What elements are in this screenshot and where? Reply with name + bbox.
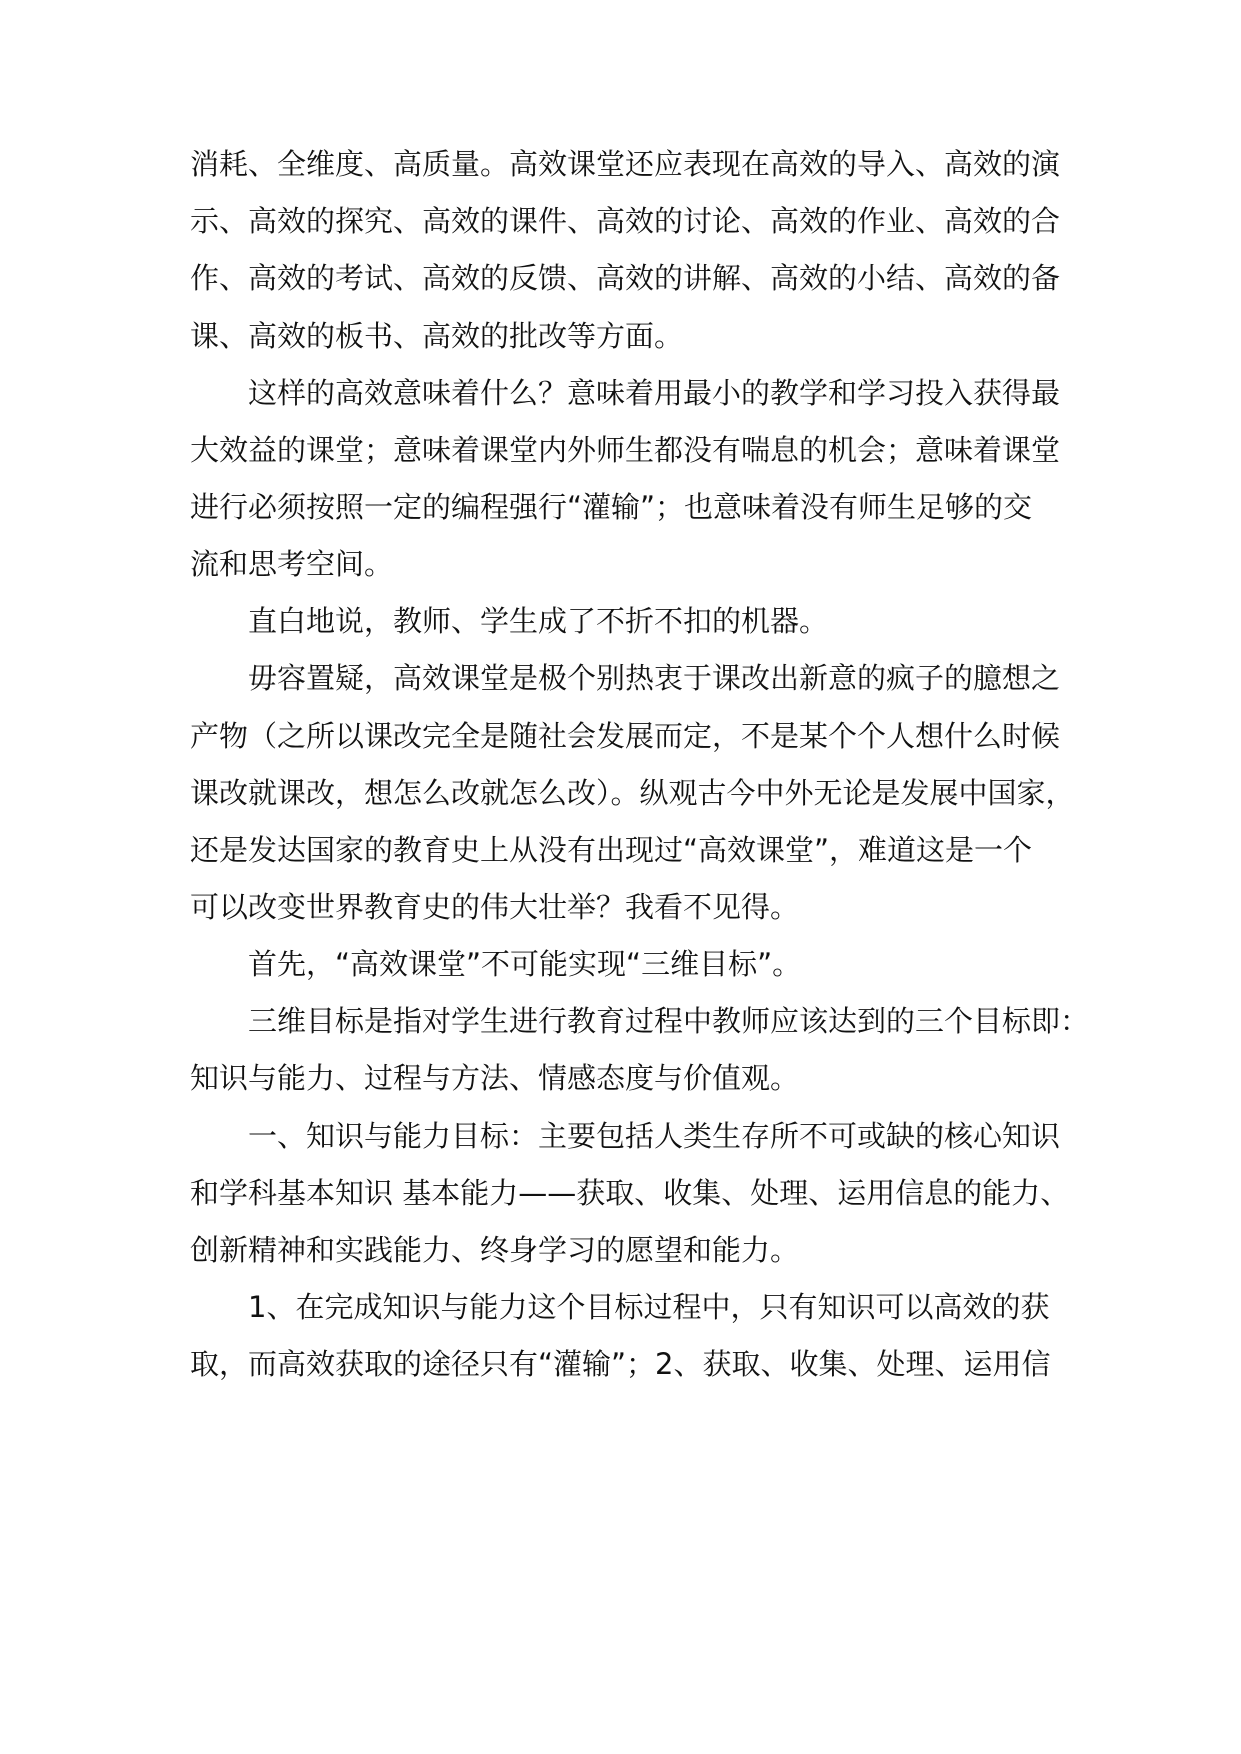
text-line: 课改就课改，想怎么改就怎么改）。纵观古今中外无论是发展中国家，	[190, 776, 1075, 810]
text-line: 作、高效的考试、高效的反馈、高效的讲解、高效的小结、高效的备	[190, 261, 1061, 295]
text-line: 创新精神和实践能力、终身学习的愿望和能力。	[190, 1233, 800, 1267]
text-line: 消耗、全维度、高质量。高效课堂还应表现在高效的导入、高效的演	[190, 147, 1061, 181]
paragraph-first-line: 1、在完成知识与能力这个目标过程中，只有知识可以高效的获	[248, 1290, 1050, 1324]
paragraph-first-line: 三维目标是指对学生进行教育过程中教师应该达到的三个目标即：	[248, 1004, 1090, 1038]
paragraph-first-line: 首先，“高效课堂”不可能实现“三维目标”。	[248, 947, 802, 981]
paragraph-first-line: 直白地说，教师、学生成了不折不扣的机器。	[248, 604, 829, 638]
text-line: 还是发达国家的教育史上从没有出现过“高效课堂”，难道这是一个	[190, 833, 1033, 867]
text-line: 进行必须按照一定的编程强行“灌输”；也意味着没有师生足够的交	[190, 490, 1033, 524]
paragraph-first-line: 这样的高效意味着什么？意味着用最小的教学和学习投入获得最	[248, 376, 1061, 410]
text-line: 知识与能力、过程与方法、情感态度与价值观。	[190, 1061, 800, 1095]
paragraph-first-line: 毋容置疑，高效课堂是极个别热衷于课改出新意的疯子的臆想之	[248, 661, 1061, 695]
text-line: 流和思考空间。	[190, 547, 394, 581]
text-line: 示、高效的探究、高效的课件、高效的讨论、高效的作业、高效的合	[190, 204, 1061, 238]
paragraph-first-line: 一、知识与能力目标：主要包括人类生存所不可或缺的核心知识	[248, 1119, 1061, 1153]
text-line: 取，而高效获取的途径只有“灌输”；2、获取、收集、处理、运用信	[190, 1347, 1051, 1381]
text-line: 课、高效的板书、高效的批改等方面。	[190, 319, 684, 353]
text-line: 和学科基本知识 基本能力——获取、收集、处理、运用信息的能力、	[190, 1176, 1070, 1210]
text-line: 产物（之所以课改完全是随社会发展而定，不是某个个人想什么时候	[190, 719, 1061, 753]
text-line: 大效益的课堂；意味着课堂内外师生都没有喘息的机会；意味着课堂	[190, 433, 1061, 467]
text-line: 可以改变世界教育史的伟大壮举？我看不见得。	[190, 890, 800, 924]
